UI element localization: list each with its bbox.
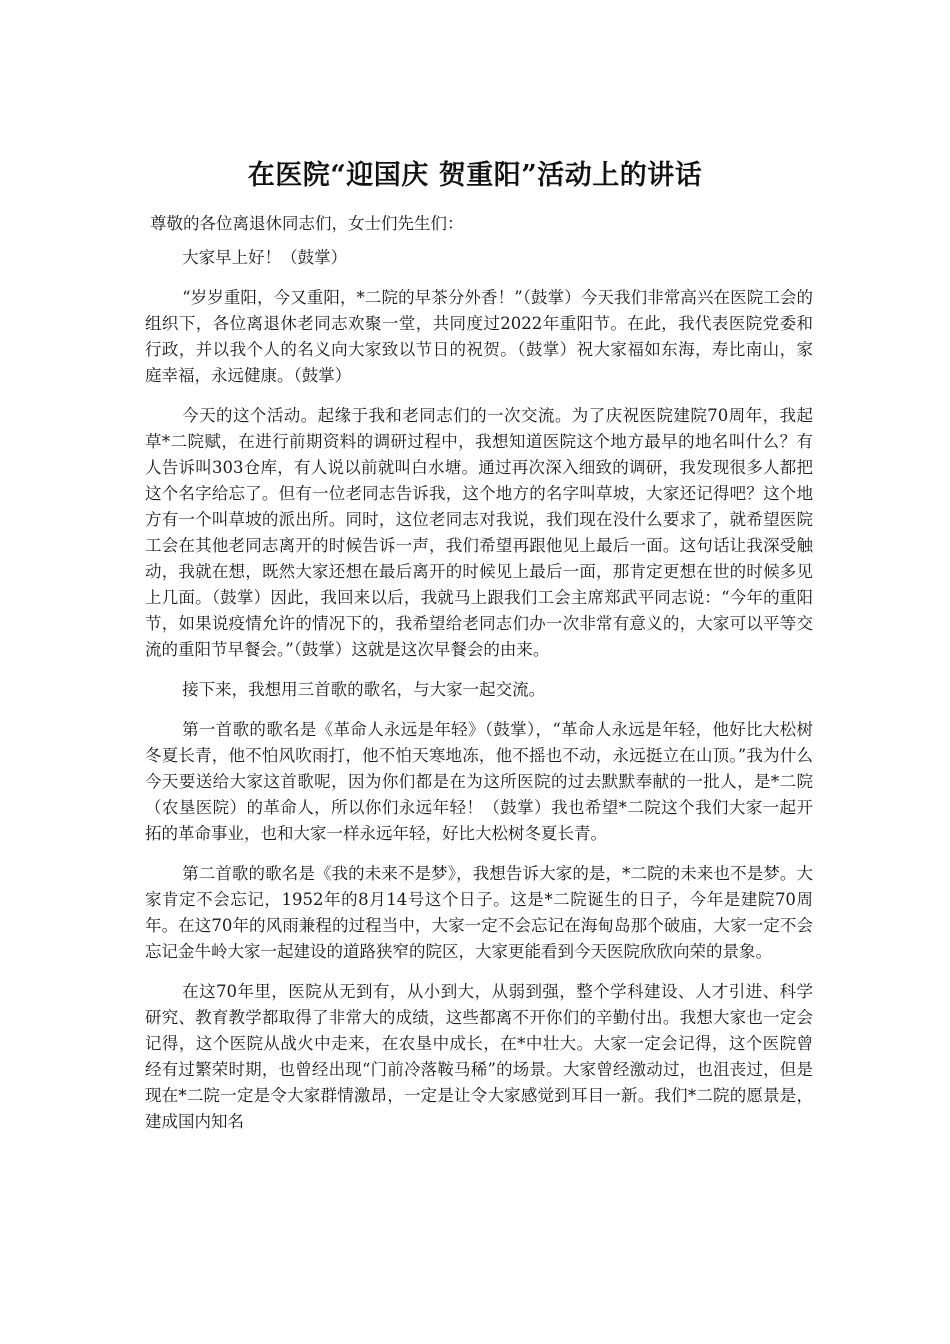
paragraph-seventy-years: 在这70年里，医院从无到有，从小到大，从弱到强，整个学科建设、人才引进、科学研究、教育教学都取得了非常大的成绩，这些都离不开你们的辛勤付出。我想大家也一定会记得，这个医院从战火中走来，在农垦中成长，在*中壮大。大家一定会记得，这个医院曾经有过繁荣时期，也曾经出现“门前冷落鞍马稀”的场景。大家曾经激动过，也沮丧过，但是现在*二院一定是令大家群情激昂，一定是让令大家感觉到耳目一新。我们*二院的愿景是，建成国内知名 (145, 982, 813, 1131)
paragraph-transition: 接下来，我想用三首歌的歌名，与大家一起交流。 (182, 680, 546, 699)
paragraph-greeting: 大家早上好！（鼓掌） (182, 248, 348, 267)
paragraph-origin: 今天的这个活动。起缘于我和老同志们的一次交流。为了庆祝医院建院70周年，我起草*二院赋，在进行前期资料的调研过程中，我想知道医院这个地方最早的地名叫什么？有人告诉叫303仓库，有人说以前就叫白水塘。通过再次深入细致的调研，我发现很多人都把这个名字给忘了。但有一位老同志告诉我，这个地方的名字叫草坡，大家还记得吧？这个地方有一个叫草坡的派出所。同时，这位老同志对我说，我们现在没什么要求了，就希望医院工会在其他老同志离开的时候告诉一声，我们希望再跟他见上最后一面。这句话让我深受触动，我就在想，既然大家还想在最后离开的时候见上最后一面，那肯定更想在世的时候多见上几面。（鼓掌）因此，我回来以后，我就马上跟我们工会主席郑武平同志说：“今年的重阳节，如果说疫情允许的情况下的，我希望给老同志们办一次非常有意义的，大家可以平等交流的重阳节早餐会。”（鼓掌）这就是这次早餐会的由来。 (145, 406, 813, 659)
salutation: 尊敬的各位离退休同志们，女士们先生们： (150, 214, 464, 233)
paragraph-opening: “岁岁重阳，今又重阳，*二院的早茶分外香！”（鼓掌）今天我们非常高兴在医院工会的组织下，各位离退休老同志欢聚一堂，共同度过2022年重阳节。在此，我代表医院党委和行政，并以我个人的名义向大家致以节日的祝贺。（鼓掌）祝大家福如东海，寿比南山，家庭幸福，永远健康。（鼓掌） (145, 288, 813, 385)
document-title: 在医院“迎国庆 贺重阳”活动上的讲话 (247, 160, 703, 191)
paragraph-second-song: 第二首歌的歌名是《我的未来不是梦》，我想告诉大家的是，*二院的未来也不是梦。大家肯定不会忘记，1952年的8月14号这个日子。这是*二院诞生的日子，今年是建院70周年。在这70年的风雨兼程的过程当中，大家一定不会忘记在海甸岛那个破庙，大家一定不会忘记金牛岭大家一起建设的道路狭窄的院区，大家更能看到今天医院欣欣向荣的景象。 (145, 864, 813, 961)
document-body (145, 245, 813, 1149)
paragraph-first-song: 第一首歌的歌名是《革命人永远是年轻》（鼓掌），“革命人永远是年轻，他好比大松树冬夏长青，他不怕风吹雨打，他不怕天寒地冻，他不摇也不动，永远挺立在山顶。”我为什么今天要送给大家这首歌呢，因为你们都是在为这所医院的过去默默奉献的一批人，是*二院（农垦医院）的革命人，所以你们永远年轻！（鼓掌）我也希望*二院这个我们大家一起开拓的革命事业，也和大家一样永远年轻，好比大松树冬夏长青。 (145, 720, 813, 843)
